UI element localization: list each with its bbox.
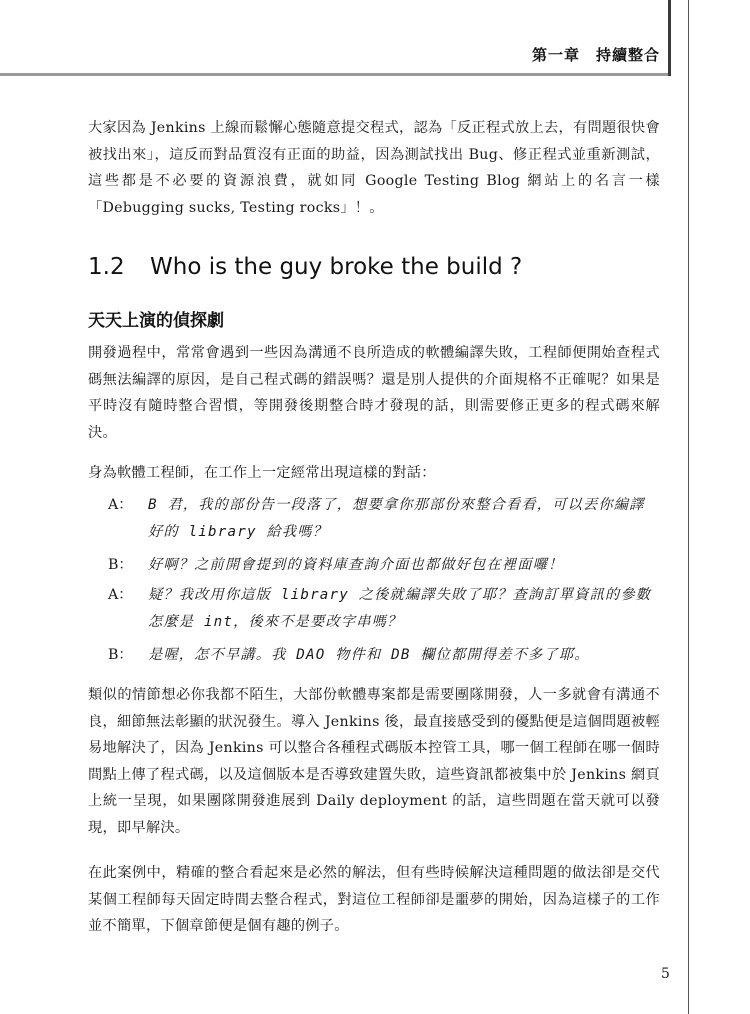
dialogue-speaker: B： [108,647,133,663]
page-number: 5 [661,966,670,982]
paragraph-1: 開發過程中，常常會遇到一些因為溝通不良所造成的軟體編譯失敗，工程師便開始查程式碼無法編譯的原因，是自己程式碼的錯誤嗎？還是別人提供的介面規格不正確呢？如果是平時沒有隨時整合習慣，等開發後期整合時才發現的話，則需要修正更多的程式碼來解決。 [88,345,660,441]
header-rule [0,73,668,76]
dialogue-speaker: A： [108,497,133,513]
dialogue-intro: 身為軟體工程師，在工作上一定經常出現這樣的對話： [88,465,436,481]
dialogue-line [108,492,653,546]
paragraph-3: 在此案例中，精確的整合看起來是必然的解法，但有些時候解決這種問題的做法卻是交代某個工程師每天固定時間去整合程式，對這位工程師卻是噩夢的開始，因為這樣子的工作並不簡單，下個章節便是個有趣的例子。 [88,865,660,934]
page-margin-rule [688,0,689,1014]
dialogue-text: 好啊？之前開會提到的資料庫查詢介面也都做好包在裡面囉！ [148,557,564,573]
header-vertical-rule [668,0,671,76]
subsection-title: 天天上演的偵探劇 [88,311,224,331]
dialogue-speaker: B： [108,557,133,573]
paragraph-2: 類似的情節想必你我都不陌生，大部份軟體專案都是需要團隊開發，人一多就會有溝通不良，細節無法彰顯的狀況發生。導入 Jenkins 後，最直接感受到的優點便是這個問題被輕易地解決了，因為 Jenkins 可以整合各種程式碼版本控管工具，哪一個工程師在哪一個時間點上傳了程式碼，以及這個版本是否導致建置失敗，這些資訊都被集中於 Jenkins 網頁上統一呈現，如果團隊開發進展到 Daily deployment 的話，這些問題在當天就可以發現，即早解決。 [88,687,660,836]
dialogue-text: 疑？我改用你這版 library 之後就編譯失敗了耶？查詢訂單資訊的參數怎麼是 int，後來不是要改字串嗎？ [148,587,652,630]
dialogue-speaker: A： [108,587,133,603]
dialogue-line [108,552,653,579]
chapter-title: 第一章 持續整合 [531,46,660,64]
dialogue-line [108,582,653,636]
intro-paragraph: 大家因為 Jenkins 上線而鬆懈心態隨意提交程式，認為「反正程式放上去，有問題很快會被找出來」，這反而對品質沒有正面的助益，因為測試找出 Bug、修正程式並重新測試，這些都是不必要的資源浪費，就如同 Google Testing Blog 網站上的名言一樣「Debugging sucks, Testing rocks」！。 [88,120,660,216]
section-heading [88,254,522,280]
section-number: 1.2 [88,254,125,280]
section-title: Who is the guy broke the build ? [150,254,523,280]
dialogue-text: B 君，我的部份告一段落了，想要拿你那部份來整合看看，可以丟你編譯好的 library 給我嗎？ [148,497,645,540]
dialogue-line [108,642,653,669]
dialogue-text: 是喔，怎不早講。我 DAO 物件和 DB 欄位都開得差不多了耶。 [148,647,590,663]
